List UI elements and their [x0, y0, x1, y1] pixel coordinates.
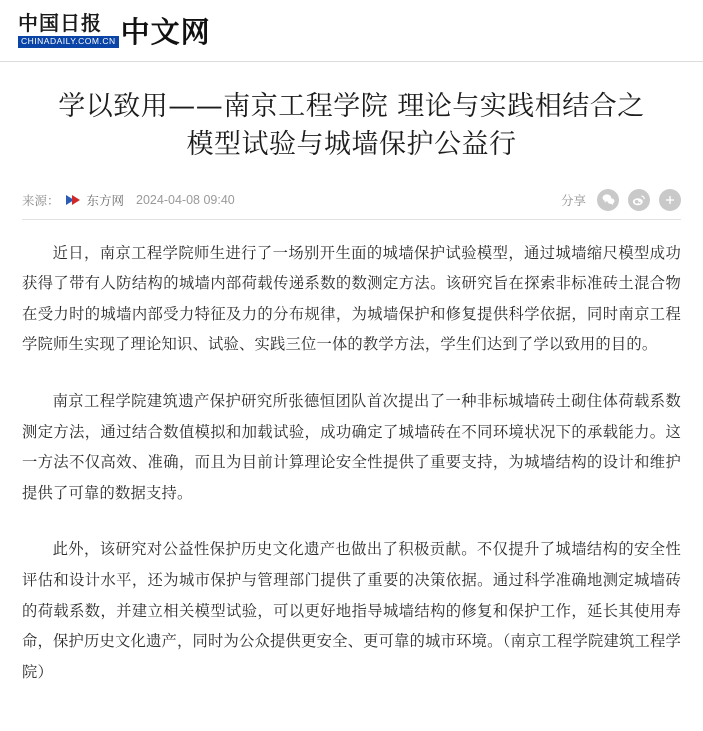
article-meta-bar [22, 187, 681, 213]
site-logo[interactable] [18, 13, 211, 47]
wechat-icon[interactable] [597, 189, 619, 211]
source-logo-icon [66, 193, 81, 208]
source-name[interactable]: 东方网 [86, 193, 125, 208]
article-body [22, 238, 681, 688]
site-masthead [0, 0, 703, 62]
logo-domain-badge: CHINADAILY.COM.CN [18, 36, 119, 47]
weibo-icon[interactable] [628, 189, 650, 211]
share-label: 分享 [560, 193, 586, 208]
article-source-group [22, 191, 235, 209]
logo-chinese-site-text: 中文网 [120, 14, 211, 49]
page-title [22, 88, 681, 165]
source-label: 来源： [22, 193, 60, 208]
meta-divider [22, 219, 681, 220]
headline-line-1: 学以致用——南京工程学院 理论与实践相结合之 [58, 91, 645, 122]
share-group [561, 189, 681, 211]
headline-line-2: 模型试验与城墙保护公益行 [186, 129, 517, 161]
plus-icon[interactable] [659, 189, 681, 211]
article-paragraph: 南京工程学院建筑遗产保护研究所张德恒团队首次提出了一种非标城墙砖土砌住体荷载系数测定方法，通过结合数值模拟和加载试验，成功确定了城墙砖在不同环境状况下的承载能力。这一方法不仅高效、准确，而且为目前计算理论安全性提供了重要支持，为城墙结构的设计和维护提供了可靠的数据支持。 [22, 392, 681, 502]
article-container [0, 88, 703, 687]
article-paragraph: 近日，南京工程学院师生进行了一场别开生面的城墙保护试验模型，通过城墙缩尺模型成功获得了带有人防结构的城墙内部荷载传递系数的数测定方法。该研究旨在探索非标准砖土混合物在受力时的城墙内部受力特征及力的分布规律，为城墙保护和修复提供科学依据，同时南京工程学院师生实现了理论知识、试验、实践三位一体的教学方法，学生们达到了学以致用的目的。 [22, 243, 681, 354]
publish-time: 2024-04-08 09:40 [136, 192, 235, 207]
article-paragraph: 此外，该研究对公益性保护历史文化遗产也做出了积极贡献。不仅提升了城墙结构的安全性评估和设计水平，还为城市保护与管理部门提供了重要的决策依据。通过科学准确地测定城墙砖的荷载系数，并建立相关模型试验，可以更好地指导城墙结构的修复和保护工作，延长其使用寿命，保护历史文化遗产，同时为公众提供更安全、更可靠的城市环境。（南京工程学院建筑工程学院） [22, 540, 681, 681]
logo-chinese-text: 中国日报 [18, 11, 102, 36]
logo-left-block [18, 13, 119, 47]
